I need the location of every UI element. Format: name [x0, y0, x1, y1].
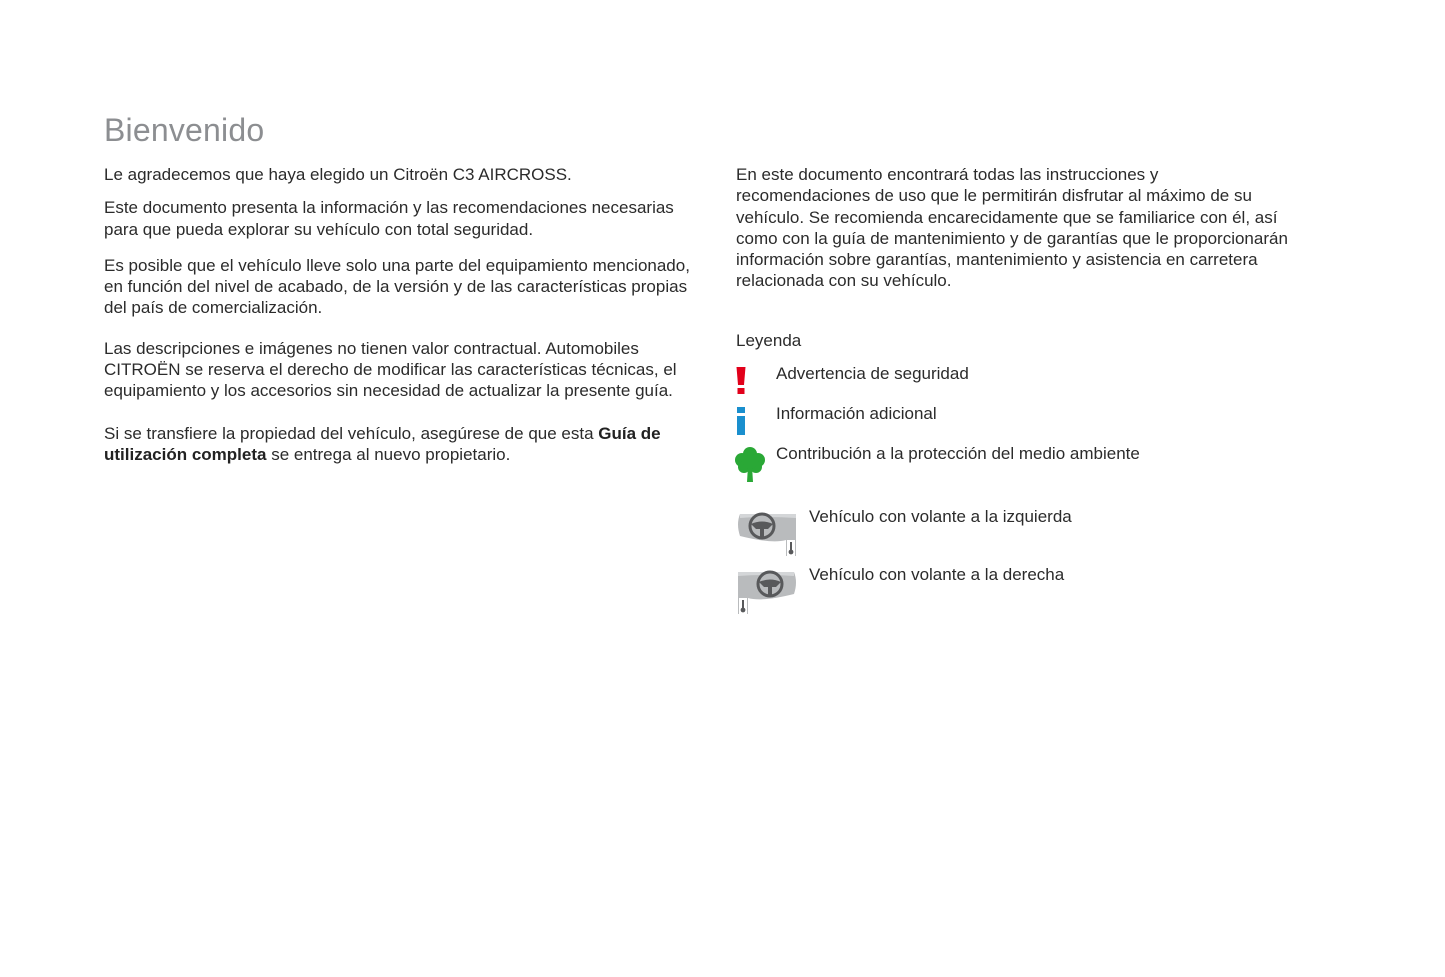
right-hand-drive-icon — [736, 568, 798, 616]
document-purpose-paragraph: Este documento presenta la información y las recomendaciones necesarias para que pueda explorar su vehículo con total seguridad. — [104, 198, 674, 239]
legend-label-warning: Advertencia de seguridad — [776, 364, 969, 383]
legend-label-environment: Contribución a la protección del medio ambiente — [776, 444, 1140, 463]
equipment-paragraph: Es posible que el vehículo lleve solo una parte del equipamiento mencionado, en función del nivel de acabado, de la versión y de las características propias del país de comercialización. — [104, 255, 690, 318]
legend-title: Leyenda — [736, 331, 802, 350]
warning-exclamation-icon — [736, 367, 746, 395]
left-column — [104, 164, 694, 465]
transfer-text-start: Si se transfiere la propiedad del vehículo, asegúrese de que esta — [104, 423, 599, 443]
transfer-text-end: se entrega al nuevo propietario. — [266, 444, 511, 464]
tree-icon — [734, 446, 766, 484]
transfer-paragraph — [104, 423, 694, 466]
intro-paragraph: Le agradecemos que haya elegido un Citroën C3 AIRCROSS. — [104, 165, 572, 184]
legend-label-left-hand-drive: Vehículo con volante a la izquierda — [809, 507, 1072, 526]
page-title: Bienvenido — [104, 112, 265, 148]
disclaimer-paragraph: Las descripciones e imágenes no tienen valor contractual. Automobiles CITROËN se reserva el derecho de modificar las características técnicas, el equipamiento y los accesorios sin necesidad de actualizar la presente guía. — [104, 338, 677, 401]
info-icon — [736, 407, 746, 435]
legend-label-info: Información adicional — [776, 404, 937, 423]
left-hand-drive-icon — [736, 510, 798, 558]
guide-name: Guía de utilización completa — [104, 423, 661, 464]
legend-label-right-hand-drive: Vehículo con volante a la derecha — [809, 565, 1065, 584]
right-column — [736, 164, 1296, 292]
instructions-paragraph: En este documento encontrará todas las instrucciones y recomendaciones de uso que le permitirán disfrutar al máximo de su vehículo. Se recomienda encarecidamente que se familiarice con él, así como con la guía de mantenimiento y de garantías que le proporcionarán información sobre garantías, mantenimiento y asistencia en carretera relacionada con su vehículo. — [736, 165, 1288, 291]
